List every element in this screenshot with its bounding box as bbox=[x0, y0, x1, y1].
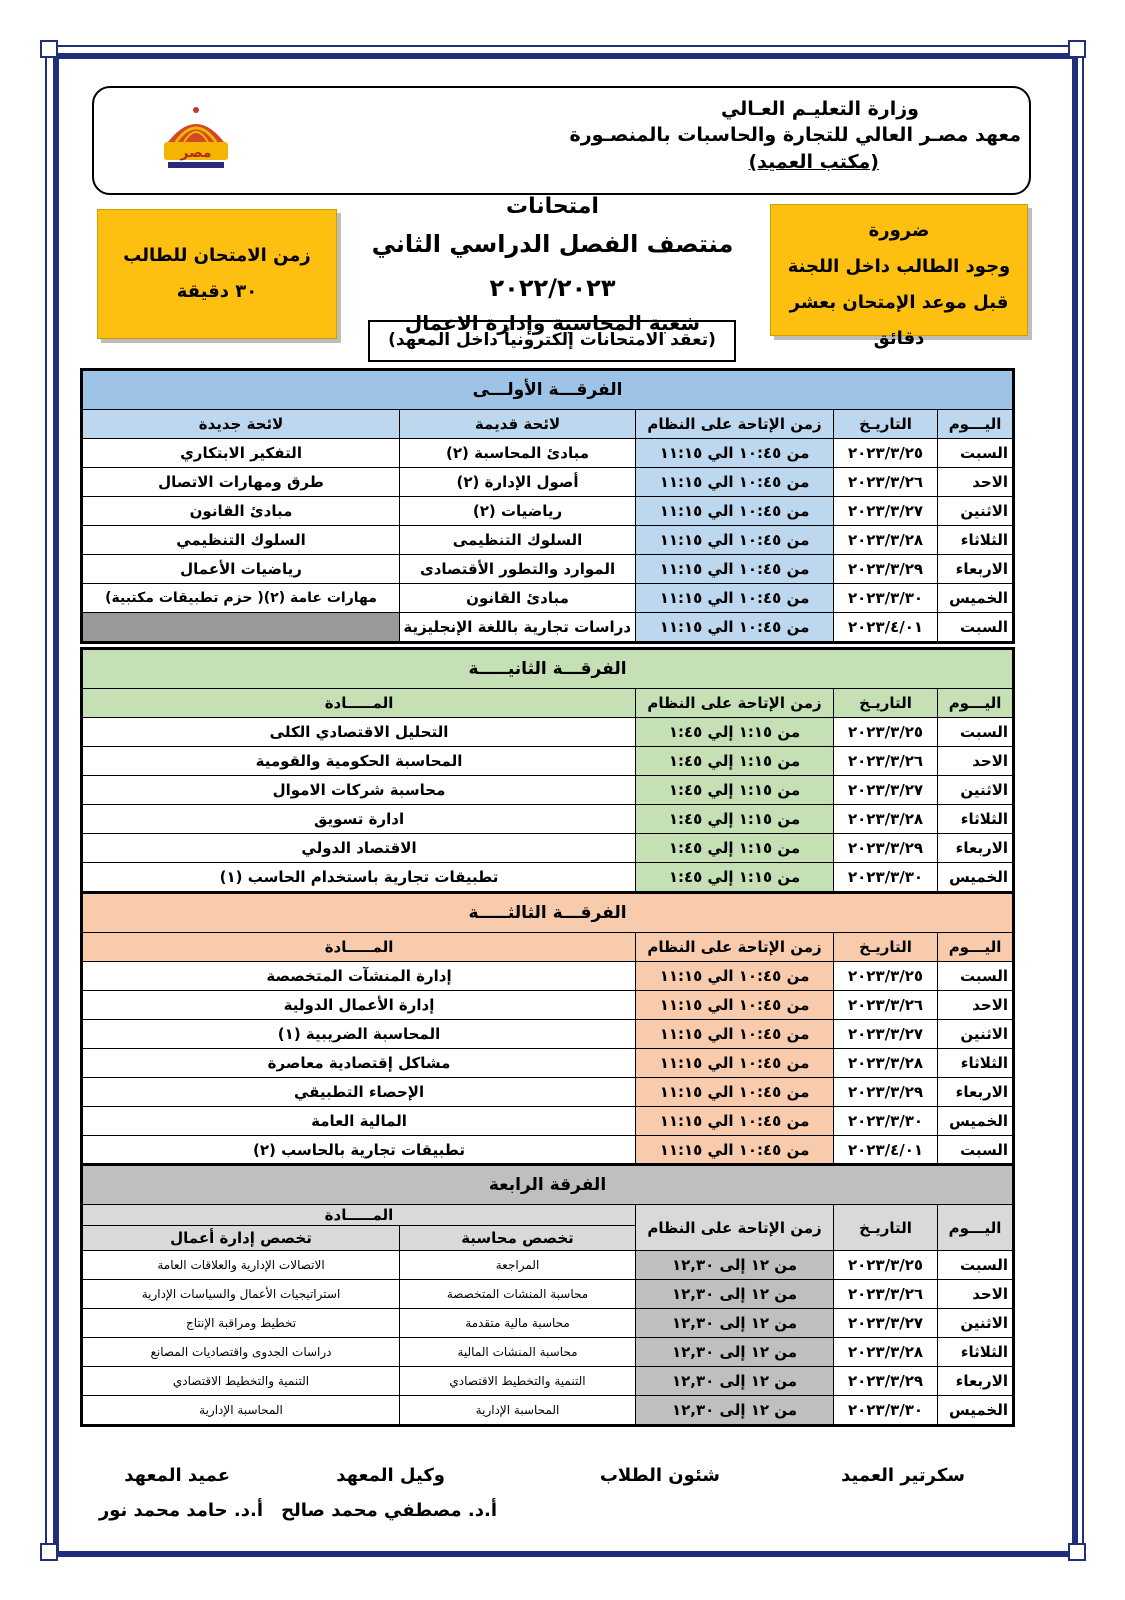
header-date: التاريـخ bbox=[834, 689, 938, 718]
table-row: الاربعاء ٢٠٢٣/٣/٢٩ من ١:١٥ إلي ١:٤٥ الاقتصاد الدولي bbox=[82, 834, 1014, 863]
table-row: الاحد ٢٠٢٣/٣/٢٦ من ١٢ إلى ١٢,٣٠ محاسبة المنشات المتخصصة استراتيجيات الأعمال والسياسات الإدارية bbox=[82, 1280, 1014, 1309]
table-row: الاثنين ٢٠٢٣/٣/٢٧ من ١٠:٤٥ الي ١١:١٥ المحاسبة الضريبية (١) bbox=[82, 1020, 1014, 1049]
group4-table bbox=[80, 1163, 1015, 1427]
table-row: الاثنين ٢٠٢٣/٣/٢٧ من ١٠:٤٥ الي ١١:١٥ رياضيات (٢) مبادئ القانون bbox=[82, 497, 1014, 526]
institute-logo-icon bbox=[158, 102, 234, 178]
header-day: اليـــوم bbox=[938, 1205, 1014, 1251]
table-row: الثلاثاء ٢٠٢٣/٣/٢٨ من ١٠:٤٥ الي ١١:١٥ مشاكل إقتصادية معاصرة bbox=[82, 1049, 1014, 1078]
table-row: الخميس ٢٠٢٣/٣/٣٠ من ١:١٥ إلي ١:٤٥ تطبيقات تجارية باستخدام الحاسب (١) bbox=[82, 863, 1014, 893]
empty-cell bbox=[82, 613, 400, 643]
group2-title: الفرقـــة الثانيـــــة bbox=[82, 649, 1014, 689]
table-row: الاحد ٢٠٢٣/٣/٢٦ من ١٠:٤٥ الي ١١:١٥ أصول الإدارة (٢) طرق ومهارات الاتصال bbox=[82, 468, 1014, 497]
signature-student-affairs: شئون الطلاب bbox=[599, 1465, 720, 1486]
title-semester: منتصف الفصل الدراسي الثاني ٢٠٢٢/٢٠٢٣ bbox=[371, 230, 734, 302]
group3-title: الفرقـــة الثالثـــــة bbox=[82, 893, 1014, 933]
ministry-name: وزارة التعليـم العـالي bbox=[720, 98, 919, 120]
table-row: الخميس ٢٠٢٣/٣/٣٠ من ١٠:٤٥ الي ١١:١٥ المالية العامة bbox=[82, 1107, 1014, 1136]
table-row: السبت ٢٠٢٣/٤/٠١ من ١٠:٤٥ الي ١١:١٥ تطبيقات تجارية بالحاسب (٢) bbox=[82, 1136, 1014, 1166]
header-subject: المـــــادة bbox=[82, 1205, 636, 1226]
frame-corner bbox=[40, 1543, 58, 1561]
header-time: زمن الإتاحة على النظام bbox=[636, 410, 834, 439]
table-row: الاربعاء ٢٠٢٣/٣/٢٩ من ١٠:٤٥ الي ١١:١٥ الموارد والتطور الأقتصادى رياضيات الأعمال bbox=[82, 555, 1014, 584]
table-row: الاربعاء ٢٠٢٣/٣/٢٩ من ١٠:٤٥ الي ١١:١٥ الإحصاء التطبيقي bbox=[82, 1078, 1014, 1107]
table-row: الخميس ٢٠٢٣/٣/٣٠ من ١٠:٤٥ الي ١١:١٥ مبادئ القانون مهارات عامة (٢)( حزم تطبيقات مكتبية) bbox=[82, 584, 1014, 613]
institute-header bbox=[92, 86, 1031, 195]
table-row: السبت ٢٠٢٣/٤/٠١ من ١٠:٤٥ الي ١١:١٥ دراسات تجارية باللغة الإنجليزية bbox=[82, 613, 1014, 643]
header-time: زمن الإتاحة على النظام bbox=[636, 933, 834, 962]
header-date: التاريـخ bbox=[834, 933, 938, 962]
header-subject: المـــــادة bbox=[82, 689, 636, 718]
table-row: السبت ٢٠٢٣/٣/٢٥ من ١:١٥ إلي ١:٤٥ التحليل الاقتصادي الكلى bbox=[82, 718, 1014, 747]
header-day: اليـــوم bbox=[938, 933, 1014, 962]
table-row: الاحد ٢٠٢٣/٣/٢٦ من ١:١٥ إلي ١:٤٥ المحاسبة الحكومية والقومية bbox=[82, 747, 1014, 776]
header-time: زمن الإتاحة على النظام bbox=[636, 1205, 834, 1251]
notice-line-1: ضرورة bbox=[868, 220, 930, 241]
header-day: اليـــوم bbox=[938, 689, 1014, 718]
signature-secretary: سكرتير العميد bbox=[841, 1465, 965, 1486]
group2-table bbox=[80, 647, 1015, 894]
dean-office: (مكتب العميد) bbox=[748, 151, 879, 173]
group3-table bbox=[80, 891, 1015, 1167]
header-accounting: تخصص محاسبة bbox=[400, 1226, 636, 1251]
attendance-notice bbox=[770, 204, 1028, 349]
table-row: السبت ٢٠٢٣/٣/٢٥ من ١٢ إلى ١٢,٣٠ المراجعة الاتصالات الإدارية والعلاقات العامة bbox=[82, 1251, 1014, 1280]
group1-title: الفرقـــة الأولـــى bbox=[82, 370, 1014, 410]
frame-corner bbox=[1068, 40, 1086, 58]
header-business: تخصص إدارة أعمال bbox=[82, 1226, 400, 1251]
notice-line-2: وجود الطالب داخل اللجنة bbox=[787, 256, 1011, 277]
table-row: الخميس ٢٠٢٣/٣/٣٠ من ١٢ إلى ١٢,٣٠ المحاسبة الإدارية المحاسبة الإدارية bbox=[82, 1396, 1014, 1426]
title-division: شعبة المحاسبة وإدارة الاعمال bbox=[404, 311, 701, 335]
header-time: زمن الإتاحة على النظام bbox=[636, 689, 834, 718]
table-row: السبت ٢٠٢٣/٣/٢٥ من ١٠:٤٥ الي ١١:١٥ إدارة المنشآت المتخصصة bbox=[82, 962, 1014, 991]
exam-mode-note: (تعقد الامتحانات إلكترونياً داخل المعهد) bbox=[368, 320, 736, 362]
frame-corner bbox=[40, 40, 58, 58]
signature-vice-dean-name: أ.د. مصطفي محمد صالح bbox=[281, 1500, 497, 1521]
header-new-regulation: لائحة جديدة bbox=[82, 410, 400, 439]
table-row: الاثنين ٢٠٢٣/٣/٢٧ من ١:١٥ إلي ١:٤٥ محاسبة شركات الاموال bbox=[82, 776, 1014, 805]
table-row: الاربعاء ٢٠٢٣/٣/٢٩ من ١٢ إلى ١٢,٣٠ التنمية والتخطيط الاقتصادي التنمية والتخطيط الاقتصادي bbox=[82, 1367, 1014, 1396]
signature-dean-title: عميد المعهد bbox=[124, 1465, 230, 1486]
frame-corner bbox=[1068, 1543, 1086, 1561]
header-old-regulation: لائحة قديمة bbox=[400, 410, 636, 439]
duration-label: زمن الامتحان للطالب bbox=[123, 245, 311, 266]
signature-dean-name: أ.د. حامد محمد نور bbox=[98, 1500, 263, 1521]
institute-name: معهد مصـر العالي للتجارة والحاسبات بالمنصـورة bbox=[569, 124, 1021, 146]
group1-table bbox=[80, 368, 1015, 644]
exam-title-block bbox=[340, 192, 765, 336]
duration-value: ٣٠ دقيقة bbox=[176, 281, 258, 302]
table-row: الثلاثاء ٢٠٢٣/٣/٢٨ من ١٢ إلى ١٢,٣٠ محاسبة المنشات المالية دراسات الجدوى واقتصاديات المصانع bbox=[82, 1338, 1014, 1367]
header-subject: المـــــادة bbox=[82, 933, 636, 962]
table-row: الاثنين ٢٠٢٣/٣/٢٧ من ١٢ إلى ١٢,٣٠ محاسبة مالية متقدمة تخطيط ومراقبة الإنتاج bbox=[82, 1309, 1014, 1338]
exam-duration-notice bbox=[97, 209, 337, 339]
title-exams: امتحانات bbox=[506, 194, 599, 219]
header-date: التاريـخ bbox=[834, 1205, 938, 1251]
notice-line-3: قبل موعد الإمتحان بعشر دقائق bbox=[789, 292, 1009, 349]
table-row: السبت ٢٠٢٣/٣/٢٥ من ١٠:٤٥ الي ١١:١٥ مبادئ المحاسبة (٢) التفكير الابتكاري bbox=[82, 439, 1014, 468]
header-day: اليـــوم bbox=[938, 410, 1014, 439]
svg-text:مصر: مصر bbox=[180, 145, 212, 161]
table-row: الثلاثاء ٢٠٢٣/٣/٢٨ من ١٠:٤٥ الي ١١:١٥ السلوك التنظيمى السلوك التنظيمي bbox=[82, 526, 1014, 555]
table-row: الثلاثاء ٢٠٢٣/٣/٢٨ من ١:١٥ إلي ١:٤٥ ادارة تسويق bbox=[82, 805, 1014, 834]
table-row: الاحد ٢٠٢٣/٣/٢٦ من ١٠:٤٥ الي ١١:١٥ إدارة الأعمال الدولية bbox=[82, 991, 1014, 1020]
group4-title: الفرقة الرابعة bbox=[82, 1165, 1014, 1205]
signature-vice-dean-title: وكيل المعهد bbox=[336, 1465, 445, 1486]
header-date: التاريـخ bbox=[834, 410, 938, 439]
